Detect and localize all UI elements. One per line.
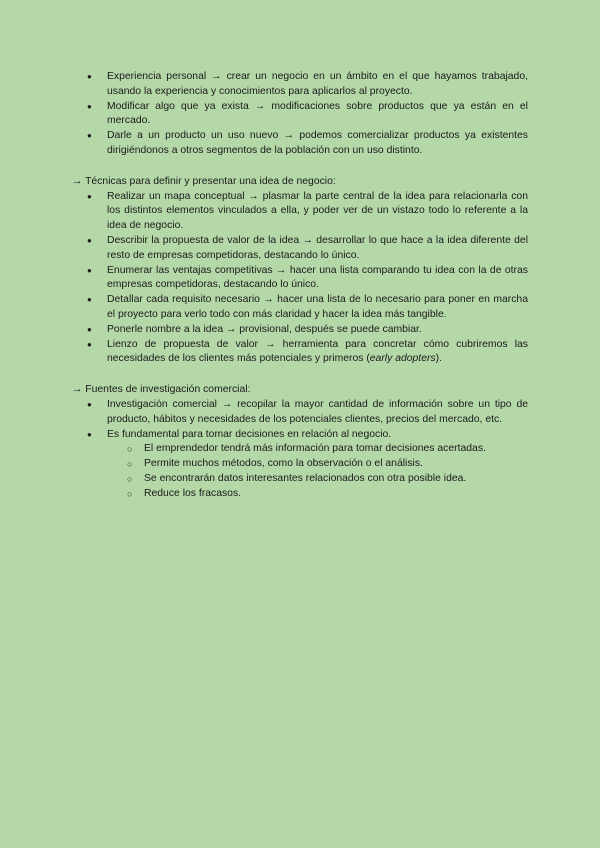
list-item: ● Ponerle nombre a la idea → provisional, después se puede cambiar. (72, 323, 528, 338)
list-item-text: Lienzo de propuesta de valor → herramienta para concretar cómo cubriremos las necesidades de los clientes más potenciales y primeros ( (107, 338, 528, 365)
list-item: ● Darle a un producto un uso nuevo → podemos comercializar productos ya existentes dirigiéndonos a otros segmentos de la población con un uso distinto. (72, 129, 528, 159)
sub-bullet-list (107, 442, 528, 501)
intro-bullet-list (72, 70, 528, 159)
techniques-bullet-list (72, 190, 528, 368)
list-item: ● Describir la propuesta de valor de la idea → desarrollar lo que hace a la idea diferente del resto de empresas competidoras, destacando lo único. (72, 234, 528, 264)
list-item (72, 338, 528, 368)
list-item: ● Experiencia personal → crear un negocio en un ámbito en el que hayamos trabajado, usando la experiencia y conocimientos para aplicarlos al proyecto. (72, 70, 528, 100)
sub-list-item: ○ Se encontrarán datos interesantes relacionados con otra posible idea. (72, 472, 528, 487)
list-item: ● Realizar un mapa conceptual → plasmar la parte central de la idea para relacionarla con los distintos elementos vinculados a ella, y poder ver de un vistazo todo lo referente a la idea de negocio. (72, 190, 528, 234)
sub-list-item: ○ El emprendedor tendrá más información para tomar decisiones acertadas. (72, 442, 528, 457)
techniques-heading: → Técnicas para definir y presentar una idea de negocio: (72, 175, 336, 187)
list-item: ● Enumerar las ventajas competitivas → hacer una lista comparando tu idea con la de otras empresas competidoras, destacando lo único. (72, 264, 528, 294)
list-item: ● Detallar cada requisito necesario → hacer una lista de lo necesario para poner en marcha el proyecto para verlo todo con más claridad y hacer la idea más tangible. (72, 293, 528, 323)
sub-list-item: ○ Reduce los fracasos. (72, 487, 528, 502)
list-item-end: ). (435, 353, 442, 365)
italic-term: early adopters (369, 353, 436, 365)
list-item-text: Es fundamental para tomar decisiones en relación al negocio. (107, 428, 392, 440)
list-item: ● Investigación comercial → recopilar la mayor cantidad de información sobre un tipo de producto, hábitos y necesidades de los potenciales clientes, precios del mercado, etc. (72, 398, 528, 428)
research-heading: → Fuentes de investigación comercial: (72, 384, 251, 396)
list-item (72, 428, 528, 502)
research-bullet-list (72, 398, 528, 502)
sub-list-item: ○ Permite muchos métodos, como la observación o el análisis. (72, 457, 528, 472)
techniques-section (72, 175, 528, 367)
list-item: ● Modificar algo que ya exista → modificaciones sobre productos que ya están en el mercado. (72, 100, 528, 130)
research-section (72, 383, 528, 501)
